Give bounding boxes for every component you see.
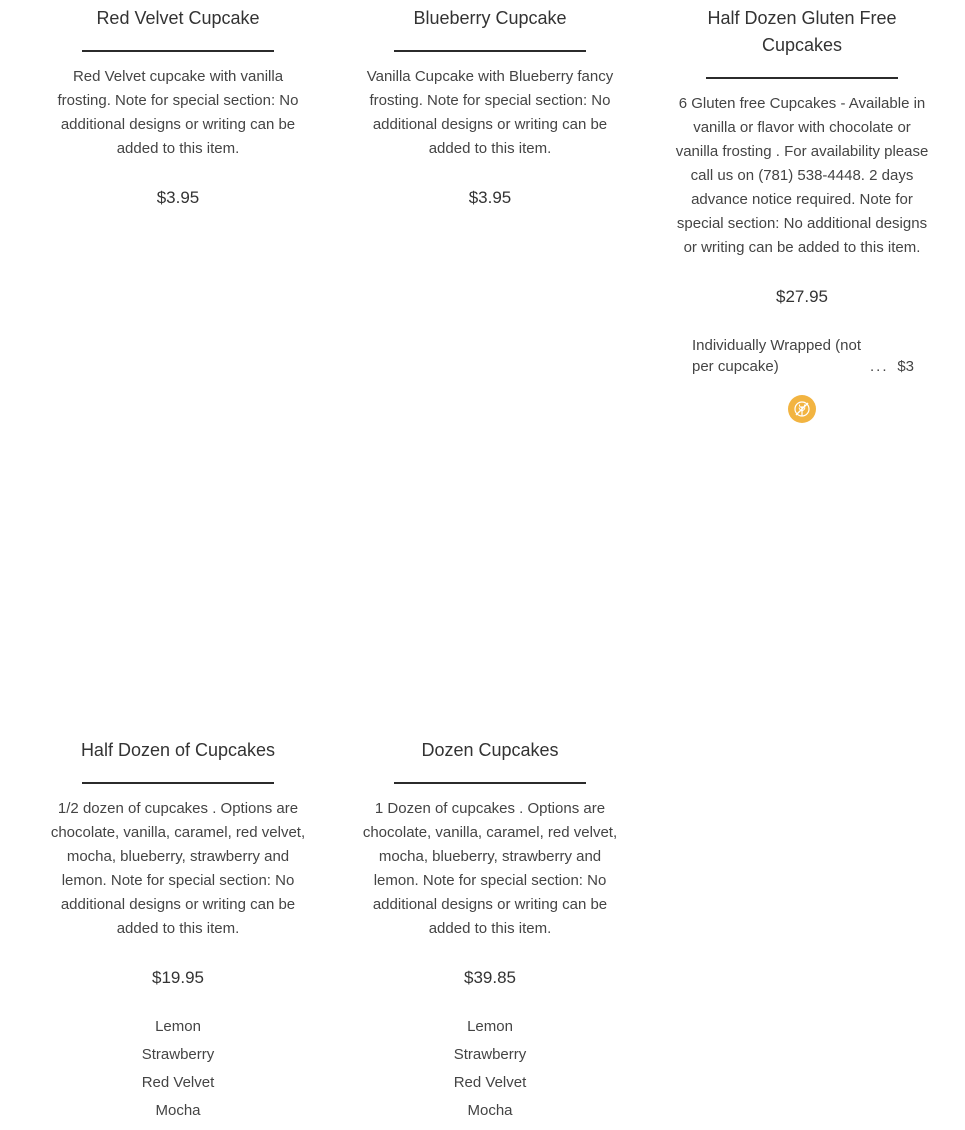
item-title: Dozen Cupcakes [421, 740, 559, 760]
menu-item-gluten-free [672, 5, 932, 309]
flavor-option[interactable]: Mocha [155, 1102, 201, 1119]
item-price: $3.95 [468, 188, 512, 207]
flavor-option[interactable]: Red Velvet [141, 1074, 215, 1091]
title-divider [82, 782, 274, 784]
add-on-option[interactable] [692, 335, 914, 377]
title-divider [82, 50, 274, 52]
title-divider [394, 50, 586, 52]
flavor-option[interactable]: Lemon [467, 1018, 513, 1035]
item-price: $19.95 [152, 968, 204, 987]
item-price: $27.95 [776, 287, 828, 306]
flavor-option[interactable]: Strawberry [141, 1046, 215, 1063]
flavor-option[interactable]: Mocha [467, 1102, 513, 1119]
add-on-label: Individually Wrapped (not per cupcake) [692, 337, 861, 375]
item-title: Red Velvet Cupcake [96, 8, 260, 28]
item-price: $3.95 [156, 188, 200, 207]
flavor-options [48, 1013, 308, 1125]
flavor-option[interactable]: Red Velvet [453, 1074, 527, 1091]
item-title: Blueberry Cupcake [413, 8, 567, 28]
flavor-option[interactable]: Lemon [155, 1018, 201, 1035]
flavor-options [360, 1013, 620, 1125]
title-divider [394, 782, 586, 784]
item-title: Half Dozen of Cupcakes [80, 740, 276, 760]
title-divider [706, 77, 898, 79]
item-description: 1 Dozen of cupcakes . Options are chocolate, vanilla, caramel, red velvet, mocha, blueberry, strawberry and lemon. Note for special section: No additional designs or writing can be added to this item. [362, 800, 618, 937]
item-title: Half Dozen Gluten Free Cupcakes [707, 8, 897, 55]
item-description: Red Velvet cupcake with vanilla frosting. Note for special section: No additional designs or writing can be added to this item. [57, 68, 299, 157]
menu-item-half-dozen [48, 737, 308, 1125]
menu-item-red-velvet [48, 5, 308, 210]
flavor-option[interactable]: Strawberry [453, 1046, 527, 1063]
item-description: 6 Gluten free Cupcakes - Available in vanilla or flavor with chocolate or vanilla frosting . For availability please call us on (781) 538-4448. 2 days advance notice required. Note for special section: No additional designs or writing can be added to this item. [675, 95, 929, 256]
item-price: $39.85 [464, 968, 516, 987]
menu-item-blueberry [360, 5, 620, 210]
item-description: Vanilla Cupcake with Blueberry fancy frosting. Note for special section: No additional designs or writing can be added to this item. [366, 68, 614, 157]
add-on-dots: ... [870, 358, 889, 375]
add-on-price: $3 [897, 358, 914, 375]
item-description: 1/2 dozen of cupcakes . Options are chocolate, vanilla, caramel, red velvet, mocha, blueberry, strawberry and lemon. Note for special section: No additional designs or writing can be added to this item. [50, 800, 306, 937]
menu-item-dozen [360, 737, 620, 1125]
gluten-free-icon [788, 395, 816, 423]
